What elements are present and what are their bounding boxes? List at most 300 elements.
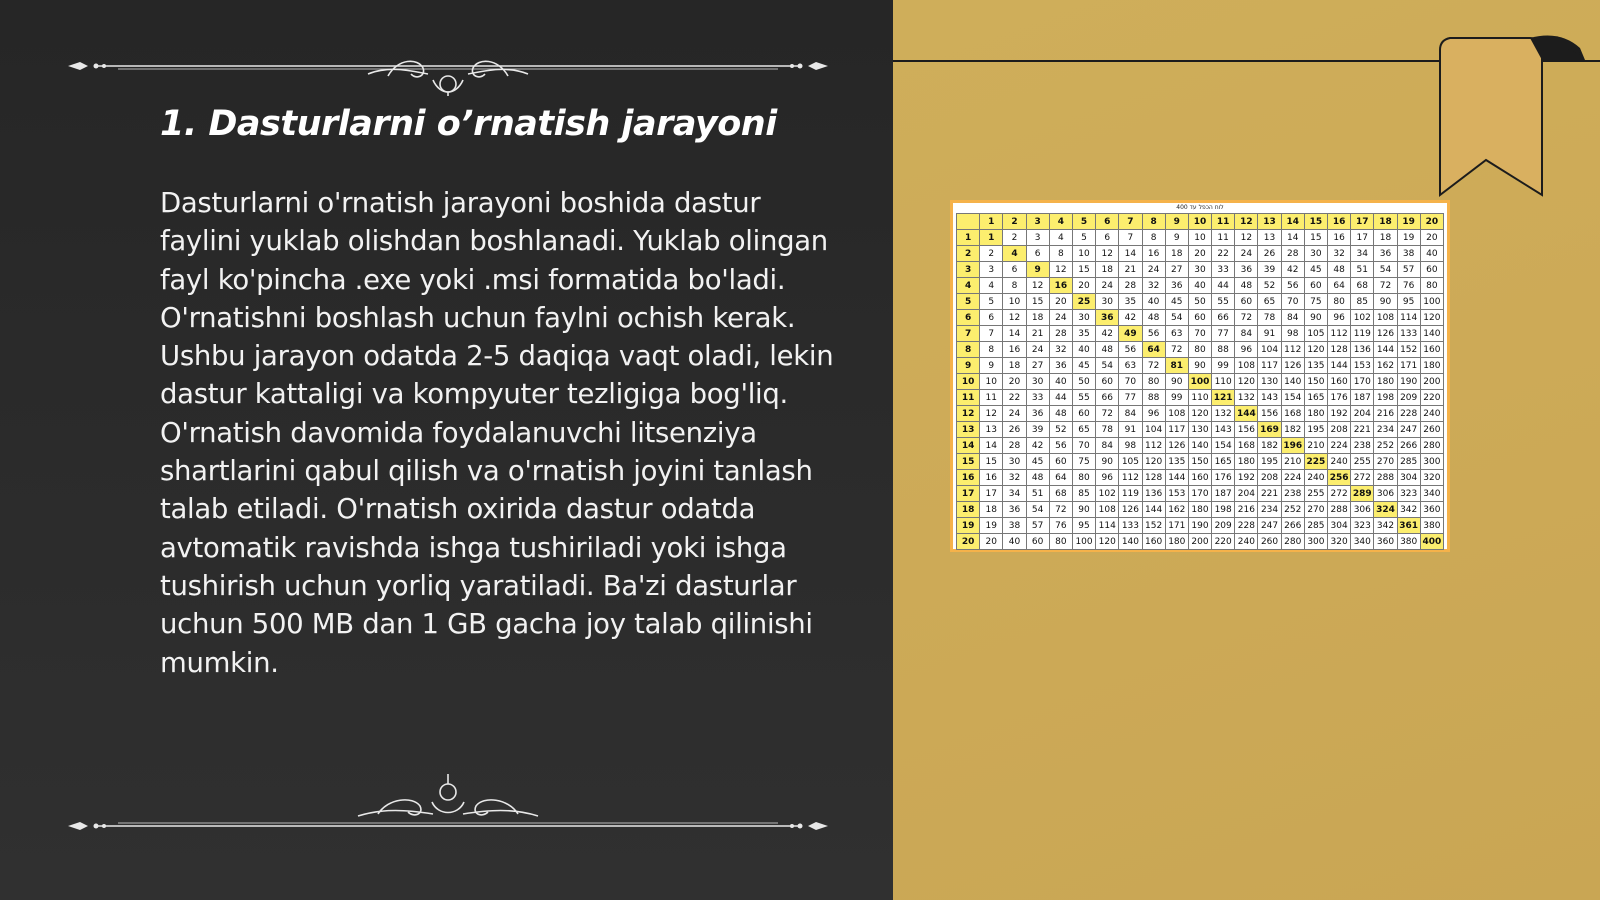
product-cell: 100 [1072,534,1095,550]
product-cell: 26 [1003,422,1026,438]
product-cell: 60 [1049,454,1072,470]
square-cell: 121 [1212,390,1235,406]
product-cell: 76 [1049,518,1072,534]
product-cell: 36 [1003,502,1026,518]
product-cell: 24 [1026,342,1049,358]
product-cell: 48 [1328,262,1351,278]
product-cell: 99 [1165,390,1188,406]
product-cell: 98 [1281,326,1304,342]
table-row [957,358,1444,374]
product-cell: 13 [1258,230,1281,246]
product-cell: 168 [1281,406,1304,422]
square-cell: 36 [1096,310,1119,326]
product-cell: 144 [1328,358,1351,374]
table-row [957,342,1444,358]
product-cell: 152 [1142,518,1165,534]
row-header: 3 [957,262,980,278]
product-cell: 204 [1351,406,1374,422]
product-cell: 306 [1351,502,1374,518]
product-cell: 77 [1212,326,1235,342]
product-cell: 288 [1374,470,1397,486]
product-cell: 320 [1328,534,1351,550]
product-cell: 180 [1188,502,1211,518]
product-cell: 130 [1258,374,1281,390]
product-cell: 4 [1049,230,1072,246]
product-cell: 7 [1119,230,1142,246]
product-cell: 19 [980,518,1003,534]
product-cell: 255 [1351,454,1374,470]
product-cell: 33 [1212,262,1235,278]
product-cell: 72 [1165,342,1188,358]
product-cell: 180 [1374,374,1397,390]
product-cell: 72 [1374,278,1397,294]
product-cell: 200 [1420,374,1443,390]
product-cell: 34 [1003,486,1026,502]
product-cell: 3 [1026,230,1049,246]
product-cell: 55 [1212,294,1235,310]
column-header: 1 [980,214,1003,230]
product-cell: 8 [980,342,1003,358]
product-cell: 8 [1049,246,1072,262]
product-cell: 64 [1328,278,1351,294]
product-cell: 36 [1026,406,1049,422]
product-cell: 40 [1003,534,1026,550]
row-header: 5 [957,294,980,310]
product-cell: 128 [1328,342,1351,358]
square-cell: 225 [1304,454,1327,470]
product-cell: 108 [1235,358,1258,374]
product-cell: 160 [1142,534,1165,550]
product-cell: 133 [1397,326,1420,342]
product-cell: 224 [1281,470,1304,486]
product-cell: 8 [1003,278,1026,294]
product-cell: 50 [1072,374,1095,390]
column-header: 8 [1142,214,1165,230]
product-cell: 78 [1096,422,1119,438]
product-cell: 126 [1165,438,1188,454]
product-cell: 260 [1258,534,1281,550]
row-header: 14 [957,438,980,454]
product-cell: 65 [1072,422,1095,438]
column-header: 17 [1351,214,1374,230]
product-cell: 192 [1328,406,1351,422]
product-cell: 72 [1235,310,1258,326]
product-cell: 24 [1003,406,1026,422]
column-header: 5 [1072,214,1095,230]
table-caption: לוח הכפל עד 400 [1176,204,1224,211]
product-cell: 42 [1026,438,1049,454]
column-header: 18 [1374,214,1397,230]
top-ornament-divider [68,36,828,96]
product-cell: 176 [1328,390,1351,406]
product-cell: 40 [1420,246,1443,262]
product-cell: 44 [1212,278,1235,294]
row-header: 4 [957,278,980,294]
product-cell: 117 [1165,422,1188,438]
row-header: 8 [957,342,980,358]
column-header: 15 [1304,214,1327,230]
product-cell: 192 [1235,470,1258,486]
product-cell: 126 [1374,326,1397,342]
product-cell: 140 [1420,326,1443,342]
row-header: 18 [957,502,980,518]
product-cell: 221 [1258,486,1281,502]
product-cell: 28 [1049,326,1072,342]
product-cell: 84 [1119,406,1142,422]
product-cell: 100 [1420,294,1443,310]
product-cell: 56 [1142,326,1165,342]
product-cell: 51 [1026,486,1049,502]
product-cell: 11 [1212,230,1235,246]
square-cell: 1 [980,230,1003,246]
product-cell: 17 [980,486,1003,502]
product-cell: 12 [1049,262,1072,278]
product-cell: 66 [1096,390,1119,406]
product-cell: 304 [1397,470,1420,486]
product-cell: 114 [1397,310,1420,326]
square-cell: 324 [1374,502,1397,518]
product-cell: 84 [1096,438,1119,454]
product-cell: 126 [1119,502,1142,518]
product-cell: 18 [1165,246,1188,262]
product-cell: 135 [1304,358,1327,374]
table-row [957,422,1444,438]
product-cell: 35 [1072,326,1095,342]
product-cell: 16 [1142,246,1165,262]
product-cell: 135 [1165,454,1188,470]
product-cell: 60 [1096,374,1119,390]
product-cell: 285 [1304,518,1327,534]
product-cell: 70 [1281,294,1304,310]
product-cell: 78 [1258,310,1281,326]
product-cell: 160 [1328,374,1351,390]
product-cell: 112 [1328,326,1351,342]
product-cell: 380 [1420,518,1443,534]
row-header: 7 [957,326,980,342]
product-cell: 40 [1072,342,1095,358]
product-cell: 130 [1188,422,1211,438]
product-cell: 80 [1142,374,1165,390]
product-cell: 252 [1281,502,1304,518]
product-cell: 11 [980,390,1003,406]
product-cell: 160 [1188,470,1211,486]
product-cell: 57 [1026,518,1049,534]
product-cell: 132 [1235,390,1258,406]
product-cell: 30 [1003,454,1026,470]
column-header: 12 [1235,214,1258,230]
product-cell: 320 [1420,470,1443,486]
product-cell: 84 [1235,326,1258,342]
product-cell: 114 [1096,518,1119,534]
table-row [957,246,1444,262]
row-header: 17 [957,486,980,502]
row-header: 9 [957,358,980,374]
product-cell: 48 [1026,470,1049,486]
product-cell: 304 [1328,518,1351,534]
product-cell: 24 [1142,262,1165,278]
product-cell: 6 [1003,262,1026,278]
square-cell: 81 [1165,358,1188,374]
product-cell: 144 [1165,470,1188,486]
product-cell: 15 [1304,230,1327,246]
table-row [957,486,1444,502]
row-header: 20 [957,534,980,550]
product-cell: 342 [1374,518,1397,534]
table-row [957,326,1444,342]
product-cell: 182 [1281,422,1304,438]
product-cell: 48 [1142,310,1165,326]
product-cell: 152 [1397,342,1420,358]
product-cell: 150 [1304,374,1327,390]
product-cell: 120 [1420,310,1443,326]
product-cell: 40 [1188,278,1211,294]
table-header-row [957,214,1444,230]
product-cell: 176 [1212,470,1235,486]
product-cell: 128 [1142,470,1165,486]
row-header: 19 [957,518,980,534]
product-cell: 340 [1420,486,1443,502]
product-cell: 20 [980,534,1003,550]
product-cell: 16 [1328,230,1351,246]
product-cell: 35 [1119,294,1142,310]
product-cell: 80 [1049,534,1072,550]
product-cell: 140 [1188,438,1211,454]
product-cell: 21 [1119,262,1142,278]
table-row [957,262,1444,278]
product-cell: 42 [1119,310,1142,326]
product-cell: 80 [1328,294,1351,310]
product-cell: 120 [1304,342,1327,358]
product-cell: 60 [1026,534,1049,550]
product-cell: 19 [1397,230,1420,246]
product-cell: 210 [1304,438,1327,454]
product-cell: 90 [1096,454,1119,470]
square-cell: 64 [1142,342,1165,358]
product-cell: 80 [1072,470,1095,486]
product-cell: 120 [1096,534,1119,550]
product-cell: 36 [1049,358,1072,374]
product-cell: 22 [1003,390,1026,406]
product-cell: 171 [1397,358,1420,374]
product-cell: 8 [1142,230,1165,246]
product-cell: 54 [1096,358,1119,374]
product-cell: 156 [1258,406,1281,422]
product-cell: 108 [1374,310,1397,326]
product-cell: 68 [1351,278,1374,294]
product-cell: 27 [1165,262,1188,278]
square-cell: 9 [1026,262,1049,278]
product-cell: 55 [1072,390,1095,406]
product-cell: 15 [980,454,1003,470]
bottom-ornament-divider [68,770,828,830]
product-cell: 108 [1096,502,1119,518]
product-cell: 24 [1096,278,1119,294]
product-cell: 238 [1281,486,1304,502]
product-cell: 270 [1304,502,1327,518]
product-cell: 240 [1420,406,1443,422]
product-cell: 75 [1072,454,1095,470]
product-cell: 91 [1258,326,1281,342]
product-cell: 150 [1188,454,1211,470]
product-cell: 60 [1188,310,1211,326]
column-header: 2 [1003,214,1026,230]
product-cell: 28 [1003,438,1026,454]
product-cell: 54 [1026,502,1049,518]
product-cell: 18 [1003,358,1026,374]
square-cell: 25 [1072,294,1095,310]
product-cell: 14 [980,438,1003,454]
product-cell: 252 [1374,438,1397,454]
product-cell: 60 [1072,406,1095,422]
product-cell: 20 [1049,294,1072,310]
product-cell: 70 [1072,438,1095,454]
table-row [957,518,1444,534]
column-header: 16 [1328,214,1351,230]
square-cell: 361 [1397,518,1420,534]
product-cell: 15 [1072,262,1095,278]
product-cell: 14 [1281,230,1304,246]
product-cell: 110 [1188,390,1211,406]
product-cell: 36 [1165,278,1188,294]
product-cell: 72 [1096,406,1119,422]
square-cell: 100 [1188,374,1211,390]
product-cell: 32 [1003,470,1026,486]
product-cell: 12 [1003,310,1026,326]
product-cell: 170 [1188,486,1211,502]
product-cell: 18 [1026,310,1049,326]
product-cell: 56 [1119,342,1142,358]
product-cell: 272 [1351,470,1374,486]
product-cell: 36 [1374,246,1397,262]
product-cell: 96 [1096,470,1119,486]
product-cell: 136 [1351,342,1374,358]
product-cell: 40 [1049,374,1072,390]
product-cell: 180 [1235,454,1258,470]
product-cell: 238 [1351,438,1374,454]
product-cell: 153 [1351,358,1374,374]
product-cell: 171 [1165,518,1188,534]
product-cell: 24 [1049,310,1072,326]
product-cell: 68 [1049,486,1072,502]
product-cell: 112 [1142,438,1165,454]
product-cell: 119 [1119,486,1142,502]
table-row [957,454,1444,470]
row-header: 6 [957,310,980,326]
square-cell: 49 [1119,326,1142,342]
square-cell: 16 [1049,278,1072,294]
product-cell: 18 [1096,262,1119,278]
product-cell: 48 [1096,342,1119,358]
product-cell: 12 [1235,230,1258,246]
product-cell: 16 [1003,342,1026,358]
product-cell: 64 [1049,470,1072,486]
product-cell: 98 [1119,438,1142,454]
product-cell: 240 [1235,534,1258,550]
product-cell: 96 [1328,310,1351,326]
table-row [957,310,1444,326]
table-row [957,390,1444,406]
bookmark-ribbon-icon [1430,30,1600,205]
product-cell: 77 [1119,390,1142,406]
product-cell: 66 [1212,310,1235,326]
product-cell: 280 [1281,534,1304,550]
product-cell: 16 [980,470,1003,486]
square-cell: 256 [1328,470,1351,486]
table-row [957,230,1444,246]
column-header: 19 [1397,214,1420,230]
product-cell: 154 [1281,390,1304,406]
product-cell: 117 [1258,358,1281,374]
product-cell: 72 [1049,502,1072,518]
product-cell: 132 [1212,406,1235,422]
table-row [957,438,1444,454]
product-cell: 40 [1142,294,1165,310]
product-cell: 38 [1397,246,1420,262]
product-cell: 153 [1165,486,1188,502]
product-cell: 2 [1003,230,1026,246]
square-cell: 400 [1420,534,1443,550]
column-header: 11 [1212,214,1235,230]
product-cell: 39 [1026,422,1049,438]
product-cell: 255 [1304,486,1327,502]
product-cell: 234 [1374,422,1397,438]
product-cell: 95 [1072,518,1095,534]
column-header: 4 [1049,214,1072,230]
square-cell: 196 [1281,438,1304,454]
table-row [957,294,1444,310]
product-cell: 247 [1258,518,1281,534]
product-cell: 91 [1119,422,1142,438]
product-cell: 9 [980,358,1003,374]
product-cell: 38 [1003,518,1026,534]
product-cell: 2 [980,246,1003,262]
product-cell: 190 [1188,518,1211,534]
product-cell: 204 [1235,486,1258,502]
product-cell: 3 [980,262,1003,278]
product-cell: 65 [1258,294,1281,310]
slide-title: 1. Dasturlarni o’rnatish jarayoni [160,104,777,144]
product-cell: 170 [1351,374,1374,390]
product-cell: 20 [1072,278,1095,294]
product-cell: 10 [1188,230,1211,246]
product-cell: 14 [1119,246,1142,262]
product-cell: 45 [1165,294,1188,310]
product-cell: 80 [1420,278,1443,294]
product-cell: 32 [1328,246,1351,262]
table-corner-cell [957,214,980,230]
product-cell: 104 [1258,342,1281,358]
product-cell: 102 [1096,486,1119,502]
product-cell: 133 [1119,518,1142,534]
table-row [957,534,1444,550]
product-cell: 60 [1304,278,1327,294]
product-cell: 180 [1165,534,1188,550]
product-cell: 228 [1397,406,1420,422]
square-cell: 289 [1351,486,1374,502]
column-header: 20 [1420,214,1443,230]
product-cell: 180 [1304,406,1327,422]
product-cell: 270 [1374,454,1397,470]
product-cell: 4 [980,278,1003,294]
row-header: 13 [957,422,980,438]
product-cell: 187 [1212,486,1235,502]
product-cell: 10 [1003,294,1026,310]
product-cell: 30 [1304,246,1327,262]
product-cell: 323 [1397,486,1420,502]
product-cell: 48 [1049,406,1072,422]
product-cell: 168 [1235,438,1258,454]
product-cell: 6 [1026,246,1049,262]
